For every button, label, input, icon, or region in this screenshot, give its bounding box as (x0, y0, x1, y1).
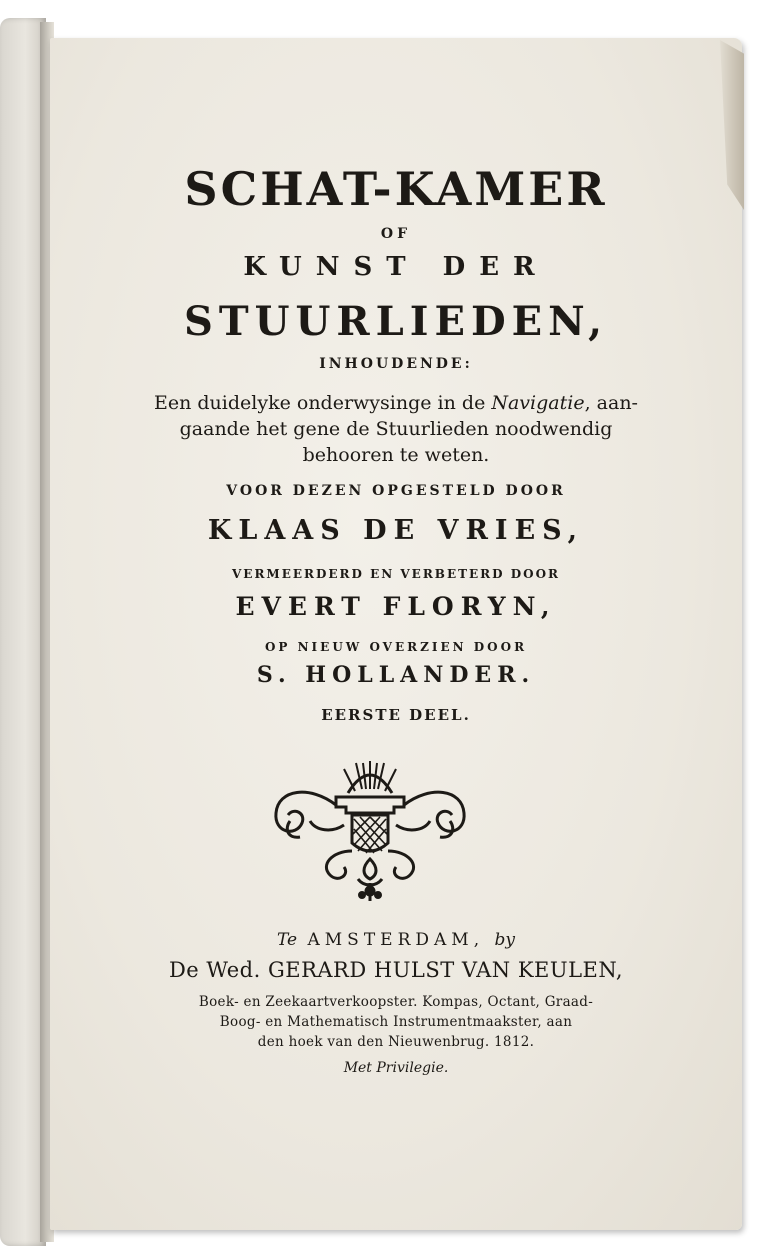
author-evert-floryn: EVERT FLORYN, (235, 592, 557, 621)
author-s-hollander: S. HOLLANDER. (256, 662, 536, 688)
description-line-1: Een duidelyke onderwysinge in de Navigatie, aan- (154, 392, 638, 414)
imprint-address (50, 992, 742, 1052)
voor-dezen-label: VOOR DEZEN OPGESTELD DOOR (226, 483, 566, 499)
imprint-line-3: den hoek van den Nieuwenbrug. 1812. (257, 1034, 535, 1050)
title-line-1: SCHAT-KAMER (184, 162, 608, 216)
imprint-place: Te AMSTERDAM, by (277, 930, 515, 950)
imprint-privilege: Met Privilegie. (343, 1060, 449, 1076)
imprint-line-2: Boog- en Mathematisch Instrumentmaakster, aan (219, 1014, 573, 1030)
author-klaas-de-vries: KLAAS DE VRIES, (207, 515, 585, 546)
description (50, 390, 742, 468)
imprint-line-1: Boek- en Zeekaartverkoopster. Kompas, Octant, Graad- (198, 994, 594, 1010)
title-of: OF (380, 226, 412, 242)
volume-label: EERSTE DEEL. (321, 706, 471, 724)
description-line-3: behooren te weten. (302, 444, 490, 466)
imprint-publisher: De Wed. GERARD HULST VAN KEULEN, (168, 958, 624, 982)
title-line-3: STUURLIEDEN, (183, 298, 609, 345)
printers-ornament-icon (270, 755, 470, 905)
op-nieuw-label: OP NIEUW OVERZIEN DOOR (264, 640, 528, 654)
title-line-2: KUNST DER (243, 252, 549, 282)
vermeerderd-label: VERMEERDERD EN VERBETERD DOOR (231, 567, 561, 581)
description-line-2: gaande het gene de Stuurlieden noodwendig (179, 418, 613, 440)
inhoudende-label: INHOUDENDE: (319, 356, 473, 372)
